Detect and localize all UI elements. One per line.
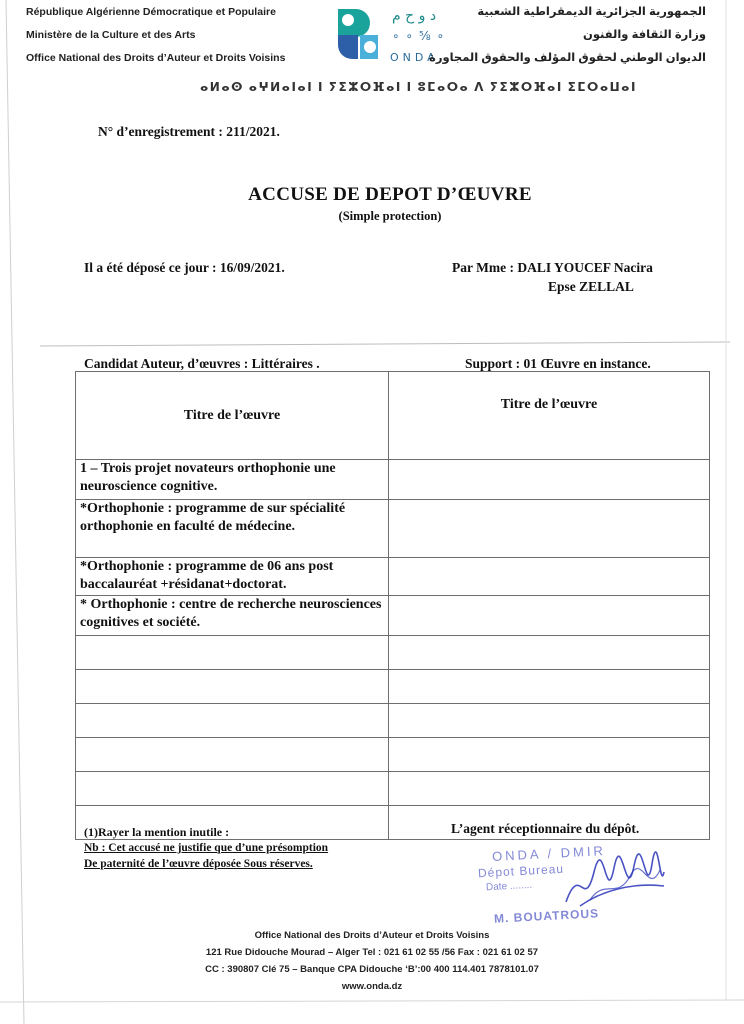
nb-note-line1: Nb : Cet accusé ne justifie que d’une présomption xyxy=(84,842,329,854)
logo-latin-text: ONDA xyxy=(390,51,439,64)
table-row xyxy=(76,596,710,636)
table-row xyxy=(76,558,710,596)
work-title-cell xyxy=(76,636,389,670)
stamp-line1: ONDA / DMIR xyxy=(491,843,607,864)
footer-address: 121 Rue Didouche Mourad – Alger Tel : 021 61 02 55 /56 Fax : 021 61 02 57 xyxy=(205,947,539,958)
document-title: ACCUSE DE DEPOT D’ŒUVRE xyxy=(248,184,532,205)
table-header-row xyxy=(76,372,710,460)
depositor-married-name: Epse ZELLAL xyxy=(548,279,634,294)
onda-logo-icon xyxy=(334,5,382,63)
footer-website: www.onda.dz xyxy=(341,981,403,992)
header-office-ar: الديوان الوطني لحقوق المؤلف والحقوق المجاورة xyxy=(429,52,706,64)
header-tifinagh: ⴰⵍⴰⵙ ⴰⵖⵍⴰⵏⴰⵏ ⵏ ⵢⵉⵣⵔⴼⴰⵏ ⵏ ⵓⵎⴰⵔⴰ ⴷ ⵢⵉⵣⵔⴼⴰⵏ ⵉⵎⵔⴰⵡⴰⵏ xyxy=(200,80,637,94)
work-title-cell: 1 – Trois projet novateurs orthophonie une neuroscience cognitive. xyxy=(76,460,389,500)
work-title-cell xyxy=(389,636,710,670)
table-row xyxy=(76,704,710,738)
support-line: Support : 01 Œuvre en instance. xyxy=(465,356,651,371)
header-republic-ar: الجمهورية الجزائرية الديمقراطية الشعبية xyxy=(477,6,706,18)
deposit-date: Il a été déposé ce jour : 16/09/2021. xyxy=(84,260,285,275)
depositor-name: Par Mme : DALI YOUCEF Nacira xyxy=(452,260,653,275)
work-title-cell xyxy=(76,738,389,772)
header-office: Office National des Droits d’Auteur et Droits Voisins xyxy=(26,52,286,64)
work-title-cell: *Orthophonie : programme de sur spécialité orthophonie en faculté de médecine. xyxy=(76,500,389,558)
work-title-cell xyxy=(76,670,389,704)
header-work-title-2: Titre de l’œuvre xyxy=(389,372,710,460)
header-work-title-1: Titre de l’œuvre xyxy=(76,372,389,460)
candidate-line: Candidat Auteur, d’œuvres : Littéraires . xyxy=(84,356,320,371)
header-ministry: Ministère de la Culture et des Arts xyxy=(26,29,196,41)
work-title-cell xyxy=(76,772,389,806)
nb-note-line2: De paternité de l’œuvre déposée Sous réserves. xyxy=(84,858,313,870)
work-title-cell xyxy=(389,460,710,500)
rayer-mention: (1)Rayer la mention inutile : xyxy=(84,825,230,839)
work-title-cell: * Orthophonie : centre de recherche neurosciences cognitives et société. xyxy=(76,596,389,636)
work-title-cell xyxy=(389,596,710,636)
logo-dots: ∘∘⅝∘ xyxy=(392,29,451,43)
header-republic: République Algérienne Démocratique et Populaire xyxy=(26,6,276,18)
table-row xyxy=(76,500,710,558)
work-title-cell xyxy=(389,772,710,806)
work-title-cell xyxy=(389,558,710,596)
work-title-cell xyxy=(389,704,710,738)
agent-label: L’agent réceptionnaire du dépôt. xyxy=(451,821,640,836)
document-subtitle: (Simple protection) xyxy=(338,209,442,223)
table-row xyxy=(76,738,710,772)
header-ministry-ar: وزارة الثقافة والفنون xyxy=(583,29,706,41)
footer-bank: CC : 390807 Clé 75 – Banque CPA Didouche ‘B’:00 400 114.401 7878101.07 xyxy=(205,964,539,975)
stamp-line2: Dépot Bureau xyxy=(477,861,565,881)
signature-icon xyxy=(560,842,670,922)
stamp-line3: Date ........ xyxy=(485,879,533,894)
stamp-name: M. BOUATROUS xyxy=(493,906,600,926)
work-title-cell xyxy=(389,670,710,704)
table-row xyxy=(76,636,710,670)
work-title-cell xyxy=(389,500,710,558)
registration-number: N° d’enregistrement : 211/2021. xyxy=(98,124,280,139)
table-row xyxy=(76,460,710,500)
table-row xyxy=(76,772,710,806)
work-title-cell xyxy=(389,738,710,772)
work-title-cell: *Orthophonie : programme de 06 ans post baccalauréat +résidanat+doctorat. xyxy=(76,558,389,596)
work-title-cell xyxy=(76,704,389,738)
footer-org: Office National des Droits d’Auteur et Droits Voisins xyxy=(254,930,490,941)
table-row xyxy=(76,670,710,704)
logo-arabic-text: د و ح م xyxy=(392,8,437,24)
works-table xyxy=(75,371,710,840)
